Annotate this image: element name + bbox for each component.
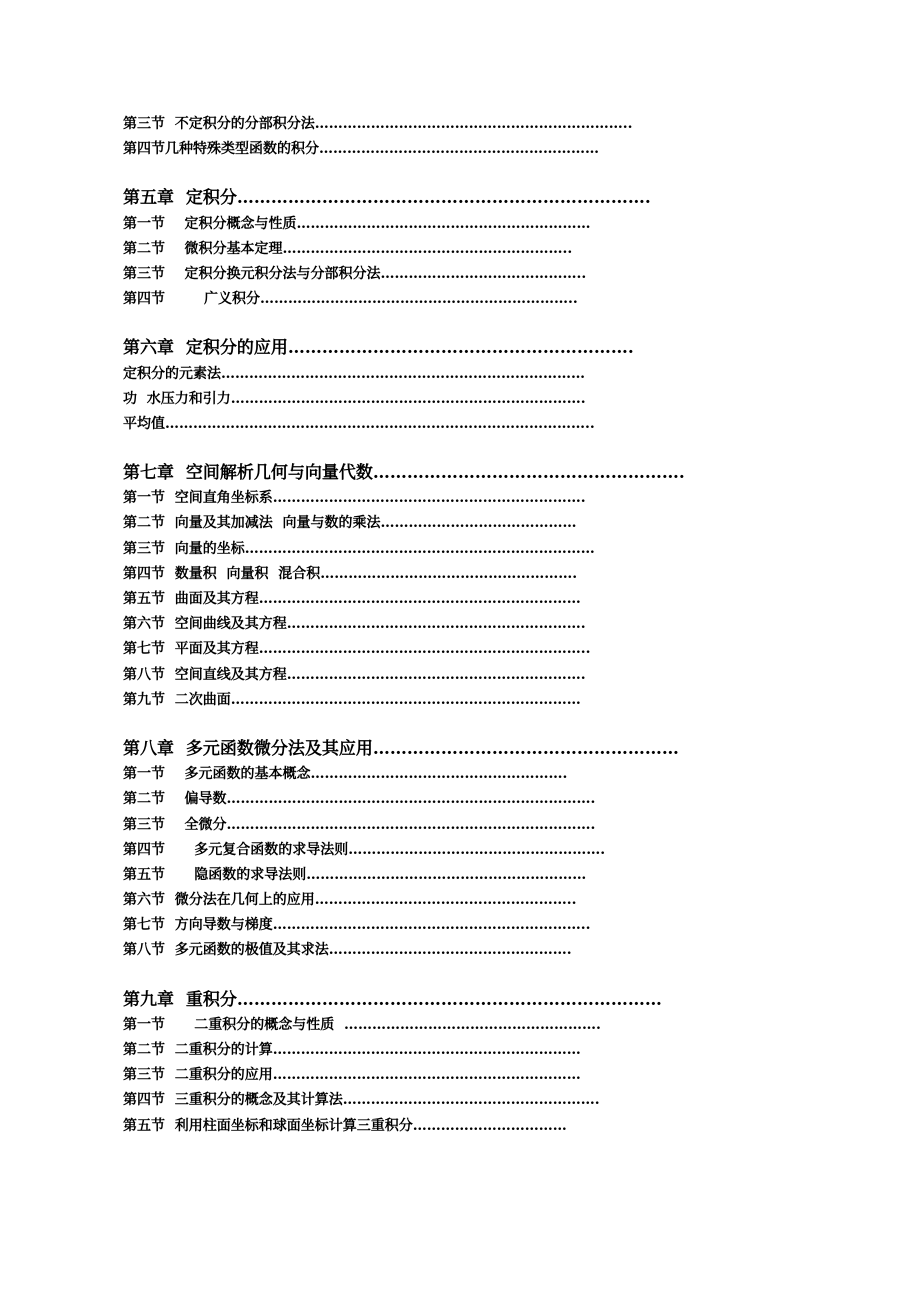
toc-entry: 第二节 向量及其加减法 向量与数的乘法…………………………………… xyxy=(123,515,577,532)
toc-entry: 第四节 数量积 向量积 混合积………………………………………………. xyxy=(123,565,578,582)
toc-entry: 第七节 方向导数与梯度………………………………………………………….. xyxy=(123,917,591,934)
toc-entry: 第五节 隐函数的求导法则…………………………………………………… xyxy=(123,866,587,883)
block-gap xyxy=(123,162,803,186)
toc-entry: 第三节 全微分……………………………………………………………………. xyxy=(123,816,596,833)
toc-entry: 第四节 三重积分的概念及其计算法………………………………………………. xyxy=(123,1092,600,1109)
toc-entry: 第二节 二重积分的计算………………………………………………………… xyxy=(123,1042,581,1058)
toc-entry: 第六节 空间曲线及其方程………………………………………………………. xyxy=(123,616,586,633)
toc-entry: 第四节几种特殊类型函数的积分…………………………………………………… xyxy=(123,141,599,158)
toc-block-chapter-5 xyxy=(123,186,803,312)
toc-entry: 第三节 向量的坐标………………………………………………………………… xyxy=(123,540,595,557)
toc-entry: 第三节 二重积分的应用………………………………………………………… xyxy=(123,1067,581,1084)
toc-entry: 第四节 广义积分………………………………………………………….. xyxy=(123,291,578,308)
toc-entry: 功 水压力和引力…………………………………………………………………. xyxy=(123,390,586,407)
toc-entry: 第五节 利用柱面坐标和球面坐标计算三重积分…………………………… xyxy=(123,1117,567,1134)
chapter-heading: 第八章 多元函数微分法及其应用……………………………………………… xyxy=(123,738,679,759)
block-gap xyxy=(123,312,803,336)
toc-entry: 第八节 空间直线及其方程………………………………………………………. xyxy=(123,666,586,683)
chapter-heading: 第六章 定积分的应用……………………………………………………. xyxy=(123,338,634,359)
toc-entry: 第一节 空间直角坐标系…………………………………………………………. xyxy=(123,490,586,507)
toc-entry: 第八节 多元函数的极值及其求法……………………………………………. xyxy=(123,942,572,959)
toc-entry: 第三节 定积分换元积分法与分部积分法…………………………………….. xyxy=(123,265,587,282)
toc-entry: 第三节 不定积分的分部积分法………………………………………………………….. xyxy=(123,116,633,132)
toc-entry: 第二节 微积分基本定理…………………………………………………….. xyxy=(123,240,573,257)
toc-entry: 第二节 偏导数……………………………………………………………………. xyxy=(123,791,596,808)
block-gap xyxy=(123,713,803,737)
toc-block-chapter-7 xyxy=(123,461,803,713)
toc-block-chapter-6 xyxy=(123,336,803,437)
toc-entry: 定积分的元素法…………………………………………………………………… xyxy=(123,365,585,382)
toc-entry: 第六节 微分法在几何上的应用……………………………………………….. xyxy=(123,892,577,909)
toc-block-chapter-9 xyxy=(123,988,803,1139)
toc-entry: 第九节 二次曲面………………………………………………………………… xyxy=(123,691,581,708)
chapter-heading: 第九章 重积分………………………………………………………………… xyxy=(123,989,662,1010)
toc-block-chapter-8 xyxy=(123,737,803,964)
block-gap xyxy=(123,964,803,988)
table-of-contents xyxy=(123,112,803,1139)
toc-entry: 第四节 多元复合函数的求导法则………………………………………………. xyxy=(123,841,606,858)
toc-entry: 第一节 定积分概念与性质……………………………………………………… xyxy=(123,215,591,232)
toc-entry: 第一节 多元函数的基本概念………………………………………………. xyxy=(123,766,568,783)
toc-entry: 第五节 曲面及其方程…………………………………………………………… xyxy=(123,591,581,607)
chapter-heading: 第七章 空间解析几何与向量代数………………………………………………. xyxy=(123,463,685,484)
toc-entry: 平均值……………………………………………………………………………….. xyxy=(123,415,595,432)
chapter-heading: 第五章 定积分………………………………………………………………. xyxy=(123,188,651,209)
toc-entry: 第七节 平面及其方程…………………………………………………………….. xyxy=(123,641,591,658)
block-gap xyxy=(123,437,803,461)
toc-entry: 第一节 二重积分的概念与性质 ………………………………………………. xyxy=(123,1016,601,1033)
toc-block-continuation xyxy=(123,112,803,162)
